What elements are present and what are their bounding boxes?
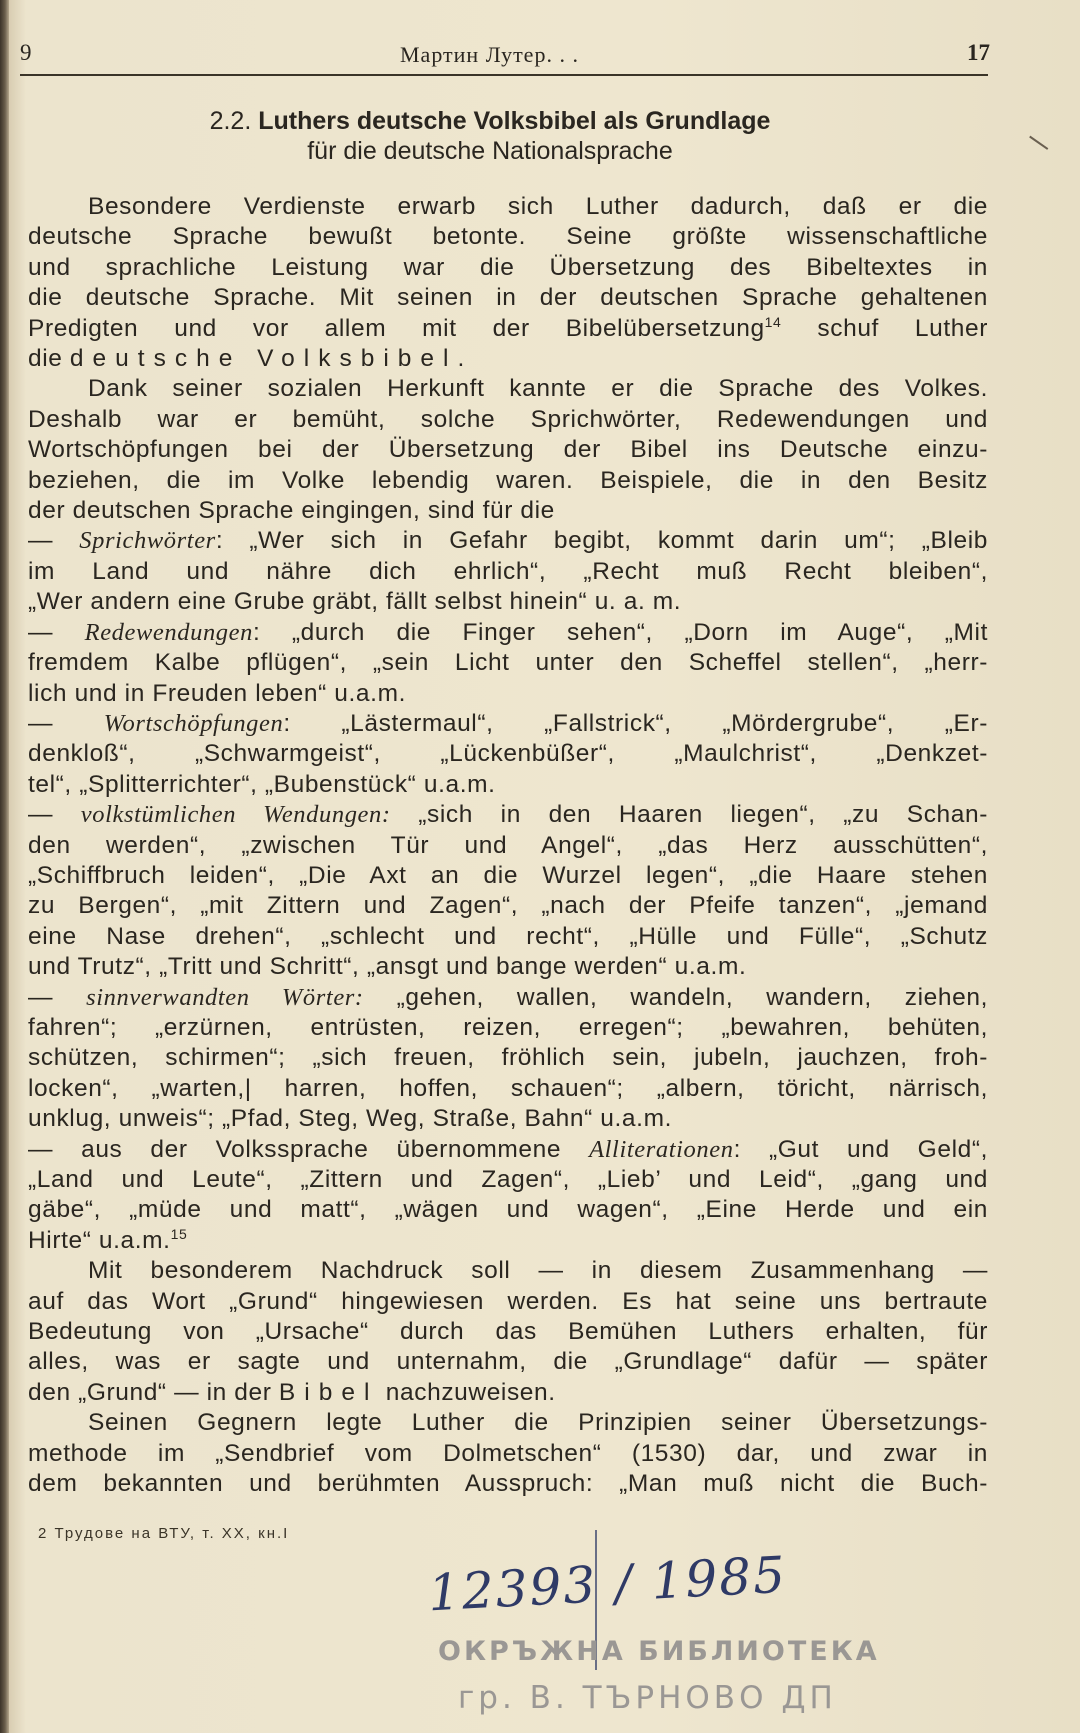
body-text	[28, 192, 988, 1499]
text-line: eine Nase drehen“, „schlecht und recht“, „Hülle und Fülle“, „Schutz	[28, 922, 988, 950]
running-header	[20, 40, 988, 76]
text-line: und Trutz“, „Tritt und Schritt“, „ansgt und bange werden“ u.a.m.	[28, 953, 747, 981]
text-line: gäbe“, „müde und matt“, „wägen und wagen“, „Eine Herde und ein	[28, 1196, 988, 1224]
header-left-number: 9	[20, 40, 32, 65]
text-line: — aus der Volkssprache übernommene Alliterationen: „Gut und Geld“,	[28, 1135, 988, 1163]
text-line: der deutschen Sprache eingingen, sind für die	[28, 497, 555, 525]
section-heading	[140, 106, 840, 166]
italic-term: Alliterationen	[589, 1135, 734, 1163]
text-line: — Wortschöpfungen: „Lästermaul“, „Fallstrick“, „Mördergrube“, „Er-	[28, 709, 988, 737]
text-line: „Land und Leute“, „Zittern und Zagen“, „Lieb’ und Leid“, „gang und	[28, 1166, 988, 1193]
text-line: und sprachliche Leistung war die Übersetzung des Bibeltextes in	[28, 253, 988, 281]
section-title-line1: Luthers deutsche Volksbibel als Grundlage	[258, 107, 771, 135]
text-line: — sinnverwandten Wörter: „gehen, wallen, wandeln, wandern, ziehen,	[28, 983, 988, 1011]
text-line: Wortschöpfungen bei der Übersetzung der Bibel ins Deutsche einzu-	[28, 436, 988, 464]
text-line: deutsche Sprache bewußt betonte. Seine größte wissenschaftliche	[28, 223, 988, 251]
text-line: — Redewendungen: „durch die Finger sehen“, „Dorn im Auge“, „Mit	[28, 618, 988, 646]
page-number: 17	[967, 40, 990, 65]
text-line: unklug, unweis“; „Pfad, Steg, Weg, Straße, Bahn“ u.a.m.	[28, 1105, 672, 1133]
text-line: „Wer andern eine Grube gräbt, fällt selbst hinein“ u. a. m.	[28, 588, 682, 616]
margin-pencil-mark	[1018, 136, 1049, 167]
italic-term: Sprichwörter	[79, 527, 216, 555]
text-line: die deutsche Sprache. Mit seinen in der deutschen Sprache gehaltenen	[28, 284, 988, 312]
text-line: beziehen, die im Volke lebendig waren. Beispiele, die in den Besitz	[28, 466, 988, 494]
text-line: Mit besonderem Nachdruck soll — in diesem Zusammenhang —	[88, 1257, 988, 1285]
text-line: schützen, schirmen“; „sich freuen, fröhlich sein, jubeln, jauchzen, froh-	[28, 1044, 988, 1072]
text-line: Deshalb war er bemüht, solche Sprichwörter, Redewendungen und	[28, 405, 988, 433]
text-line: die deutsche Volksbibel.	[28, 345, 465, 373]
library-stamp-line1: ОКРЪЖНА БИБЛИОТЕКА	[438, 1636, 880, 1667]
text-line: Bedeutung von „Ursache“ durch das Bemühen Luthers erhalten, für	[28, 1318, 988, 1346]
italic-term: Redewendungen	[84, 618, 253, 646]
book-spine-edge	[0, 0, 9, 1733]
footnote-ref: 14	[764, 313, 782, 330]
text-line: lich und in Freuden leben“ u.a.m.	[28, 679, 406, 707]
spaced-emphasis: Bibel	[278, 1378, 379, 1406]
text-line: methode im „Sendbrief vom Dolmetschen“ (1530) dar, und zwar in	[28, 1439, 988, 1467]
footnote-ref: 15	[170, 1225, 188, 1242]
text-line: tel“, „Splitterrichter“, „Bubenstück“ u.a.m.	[28, 770, 496, 798]
header-title: Мартин Лутер. . .	[400, 42, 579, 67]
section-title-line2: für die deutsche Nationalsprache	[307, 137, 673, 165]
text-line: auf das Wort „Grund“ hingewiesen werden. Es hat seine uns bertraute	[28, 1287, 988, 1315]
text-line: zu Bergen“, „mit Zittern und Zagen“, „nach der Pfeife tanzen“, „jemand	[28, 892, 988, 920]
handwritten-inventory-number: 12393 / 1985	[426, 1545, 789, 1623]
italic-term: volkstümlichen Wendungen:	[80, 801, 391, 829]
section-number: 2.2.	[209, 107, 252, 135]
text-line: den „Grund“ — in der Bibel nachzuweisen.	[28, 1378, 556, 1406]
text-line: den werden“, „zwischen Tür und Angel“, „das Herz ausschütten“,	[28, 831, 988, 859]
text-line: — volkstümlichen Wendungen: „sich in den Haaren liegen“, „zu Schan-	[28, 801, 988, 829]
text-line: denkloß“, „Schwarmgeist“, „Lückenbüßer“, „Maulchrist“, „Denkzet-	[28, 740, 988, 768]
text-line: „Schiffbruch leiden“, „Die Axt an die Wurzel legen“, „die Haare stehen	[28, 861, 988, 889]
italic-term: sinnverwandten Wörter:	[86, 983, 364, 1011]
text-line: Predigten und vor allem mit der Bibelübersetzung$^{14}$ schuf Luther	[28, 313, 988, 342]
text-line: fahren“; „erzürnen, entrüsten, reizen, erregen“; „bewahren, behüten,	[28, 1013, 988, 1041]
text-line: Besondere Verdienste erwarb sich Luther dadurch, daß er die	[88, 193, 988, 220]
library-stamp-line2: гр. В. ТЪРНОВО ДП	[458, 1680, 837, 1716]
text-line: im Land und nähre dich ehrlich“, „Recht muß Recht bleiben“,	[28, 557, 988, 585]
italic-term: Wortschöpfungen	[103, 709, 284, 737]
text-line: locken“, „warten,| harren, hoffen, schauen“; „albern, töricht, närrisch,	[28, 1074, 988, 1102]
spaced-emphasis: deutsche Volksbibel	[69, 345, 458, 373]
text-line: alles, was er sagte und unternahm, die „Grundlage“ dafür — später	[28, 1348, 988, 1376]
text-line: Hirte“ u.a.m.$^{15}$	[28, 1225, 188, 1254]
text-line: Seinen Gegnern legte Luther die Prinzipien seiner Übersetzungs-	[88, 1409, 988, 1437]
page-footer: 2 Трудове на ВТУ, т. XX, кн.I	[38, 1525, 290, 1542]
text-line: Dank seiner sozialen Herkunft kannte er die Sprache des Volkes.	[88, 375, 988, 403]
text-line: — Sprichwörter: „Wer sich in Gefahr begibt, kommt darin um“; „Bleib	[28, 527, 988, 555]
text-line: fremdem Kalbe pflügen“, „sein Licht unter den Scheffel stellen“, „herr-	[28, 649, 988, 677]
text-line: dem bekannten und berühmten Ausspruch: „Man muß nicht die Buch-	[28, 1470, 988, 1498]
